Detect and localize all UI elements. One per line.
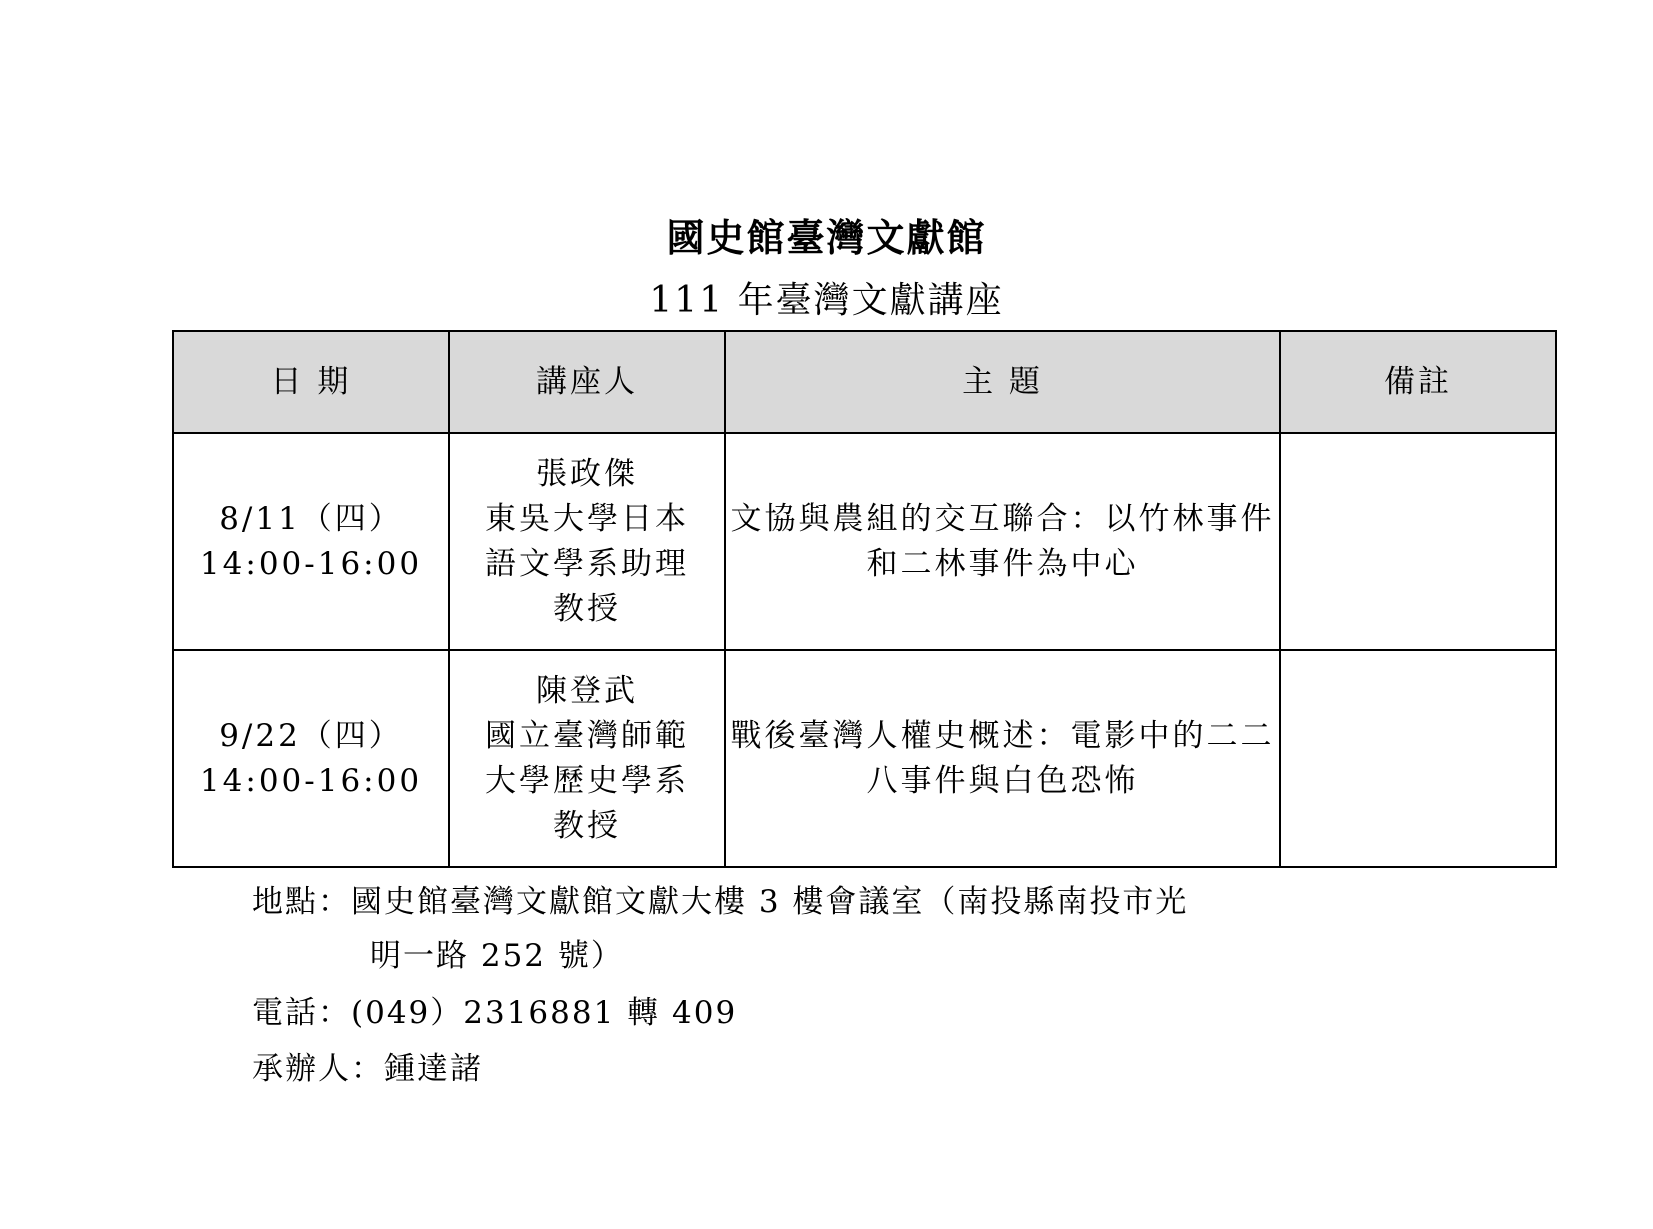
lecture-time: 14:00-16:00: [199, 545, 423, 582]
lecture-date: 8/11（四）: [219, 500, 403, 537]
speaker-title: 國立臺灣師範大學歷史學系教授: [485, 717, 689, 844]
topic-cell: 戰後臺灣人權史概述：電影中的二二八事件與白色恐怖: [725, 650, 1280, 867]
header-speaker: 講座人: [449, 331, 725, 433]
phone-info: 電話：(049）2316881 轉 409: [252, 995, 738, 1031]
date-cell: [173, 433, 449, 650]
table-row: [173, 433, 1556, 650]
table-row: [173, 650, 1556, 867]
header-topic: 主 題: [725, 331, 1280, 433]
speaker-name: 陳登武: [536, 672, 638, 709]
note-cell: [1280, 650, 1556, 867]
lecture-date: 9/22（四）: [219, 717, 403, 754]
location-line-1: 地點：國史館臺灣文獻館文獻大樓 3 樓會議室（南投縣南投市光: [252, 884, 1189, 920]
lecture-schedule-table: [172, 330, 1557, 868]
table-header-row: [173, 331, 1556, 433]
document-title: 國史館臺灣文獻館: [666, 216, 987, 260]
lecture-time: 14:00-16:00: [199, 762, 423, 799]
speaker-cell: [449, 650, 725, 867]
speaker-name: 張政傑: [536, 455, 638, 492]
speaker-title: 東吳大學日本語文學系助理教授: [485, 500, 689, 627]
document-subtitle: 111 年臺灣文獻講座: [649, 280, 1004, 321]
location-info: [252, 882, 1188, 976]
contact-info: 承辦人：鍾達諸: [252, 1051, 483, 1087]
location-line-2: 明一路 252 號）: [370, 938, 624, 974]
date-cell: [173, 650, 449, 867]
topic-cell: 文協與農組的交互聯合：以竹林事件和二林事件為中心: [725, 433, 1280, 650]
note-cell: [1280, 433, 1556, 650]
header-date: 日 期: [173, 331, 449, 433]
speaker-cell: [449, 433, 725, 650]
header-note: 備註: [1280, 331, 1556, 433]
